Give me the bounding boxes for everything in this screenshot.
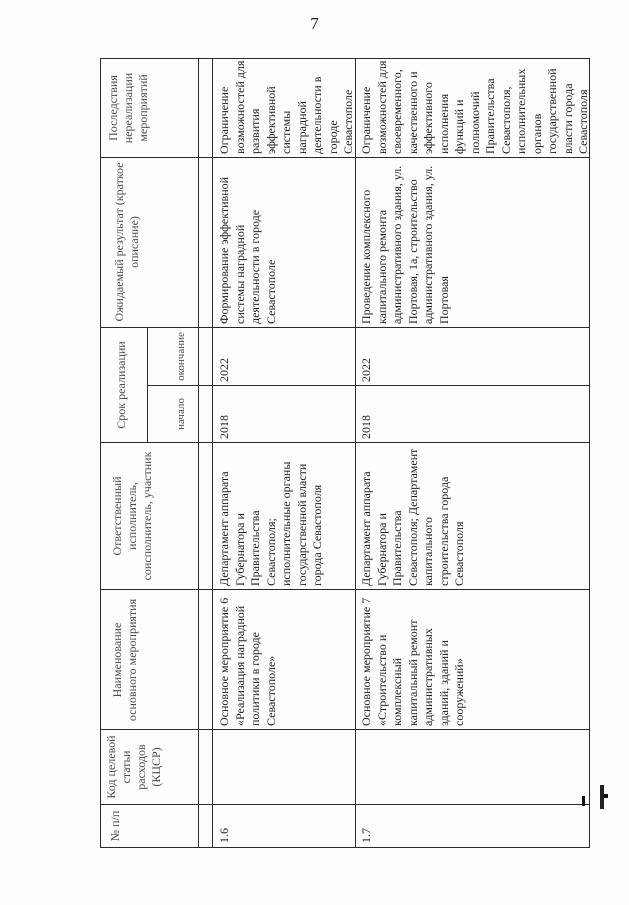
table-border-col xyxy=(147,385,590,386)
table-border-col xyxy=(100,157,590,158)
header-code: Код целевой статьи расходов (КЦСР) xyxy=(104,735,163,799)
table-border-col xyxy=(100,804,590,805)
header-result: Ожидаемый результат (краткое описание) xyxy=(112,162,141,322)
row-consequences: Ограничение возможностей для своевременного, качественного и эффективного исполнения функций и полномочий Правительства Севастополя, исполнительных органов государственной власти города Севастополя xyxy=(359,60,590,154)
header-consequences: Последствия нереализации мероприятий xyxy=(106,72,150,144)
row-responsible: Департамент аппарата Губернатора и Правительства Севастополя; Департамент капитального строительства города Севастополя xyxy=(359,448,466,586)
row-result: Формирование эффективной системы наградной деятельности в городе Севастополе xyxy=(217,176,278,324)
scan-mark xyxy=(604,794,608,798)
row-result: Проведение комплексного капитального ремонта административного здания, ул. Портовая, 1а, строительство административного здания, ул. Портовая xyxy=(359,165,451,324)
header-name: Наименование основного мероприятия xyxy=(110,598,139,722)
row-num: 1.6 xyxy=(217,828,231,843)
table-border-col xyxy=(100,327,590,328)
scan-mark xyxy=(582,796,585,806)
row-end: 2022 xyxy=(217,358,231,382)
table-border-col xyxy=(100,729,590,730)
table-border-col xyxy=(100,847,590,848)
row-end: 2022 xyxy=(359,358,373,382)
header-responsible: Ответственный исполнитель, соисполнитель, участник xyxy=(110,451,154,581)
table-border-col xyxy=(100,442,590,443)
row-name: Основное мероприятие 6 «Реализация наградной политики в городе Севастополе» xyxy=(217,597,278,726)
table-border-col xyxy=(100,589,590,590)
header-period: Срок реализации xyxy=(114,341,128,429)
row-num: 1.7 xyxy=(359,828,373,843)
row-responsible: Департамент аппарата Губернатора и Правительства Севастополя; исполнительные органы государственной власти города Севастополя xyxy=(217,461,324,586)
header-end: окончание xyxy=(175,332,187,381)
row-consequences: Ограничение возможностей для развития эффективной системы наградной деятельности в городе Севастополе xyxy=(217,60,355,154)
rotated-table xyxy=(100,58,590,848)
table-border-col xyxy=(100,58,590,59)
row-name: Основное мероприятие 7 «Строительство и комплексный капитальный ремонт административных зданий, зданий и сооружений» xyxy=(359,597,466,726)
row-start: 2018 xyxy=(217,415,231,439)
header-start: начало xyxy=(175,398,187,430)
row-start: 2018 xyxy=(359,415,373,439)
page-number: 7 xyxy=(310,14,319,33)
header-num: № п/п xyxy=(108,810,122,842)
